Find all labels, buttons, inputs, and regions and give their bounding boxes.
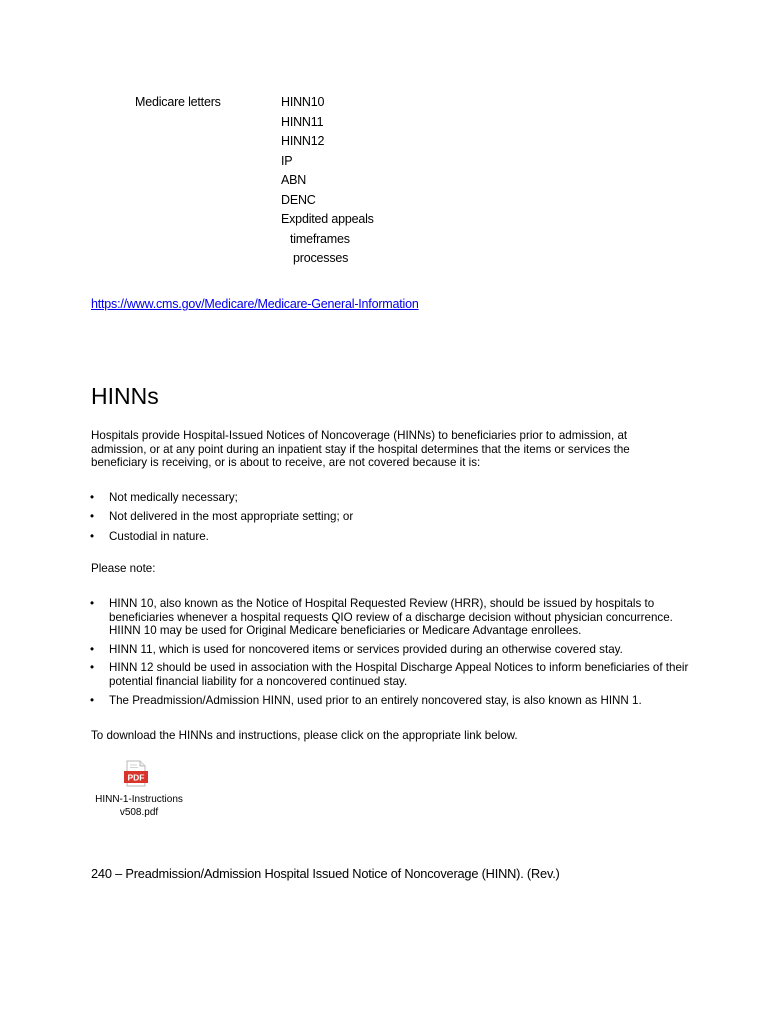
medicare-letter-item: HINN11 xyxy=(281,114,324,129)
medicare-letter-item: DENC xyxy=(281,192,316,207)
pdf-badge-label: PDF xyxy=(127,772,145,783)
reasons-list xyxy=(91,491,691,549)
medicare-letter-item: HINN12 xyxy=(281,134,325,148)
intro-paragraph: Hospitals provide Hospital-Issued Notices of Noncoverage (HINNs) to beneficiaries prior to admission, at admission, or at any point during an inpatient stay if the hospital determines that the items or services the beneficiary is receiving, or is about to receive, are not covered because it is: xyxy=(91,429,630,470)
reason-item: • Not delivered in the most appropriate setting; or xyxy=(91,510,691,524)
note-item: • The Preadmission/Admission HINN, used prior to an entirely noncovered stay, is also known as HINN 1. xyxy=(91,694,691,708)
note-item: • HINN 11, which is used for noncovered items or services provided during an otherwise covered stay. xyxy=(91,643,691,657)
cms-general-info-link[interactable]: https://www.cms.gov/Medicare/Medicare-General-Information xyxy=(91,297,419,311)
reason-item: • Custodial in nature. xyxy=(91,530,691,544)
download-instructions: To download the HINNs and instructions, please click on the appropriate link below. xyxy=(91,729,518,742)
medicare-letter-subitem: processes xyxy=(293,251,349,265)
section-heading: HINNs xyxy=(91,383,159,409)
reason-item: • Not medically necessary; xyxy=(91,491,691,505)
medicare-letter-item: Expdited appeals xyxy=(281,212,374,226)
note-item: • HINN 10, also known as the Notice of Hospital Requested Review (HRR), should be issued by hospitals to beneficiaries whenever a hospital requests QIO review of a discharge decision without physician concurrence. HIINN 10 may be used for Original Medicare beneficiaries or Medicare Advantage enrollees. xyxy=(91,597,691,638)
pdf-filename[interactable] xyxy=(89,793,189,819)
medicare-letter-item: ABN xyxy=(281,173,307,187)
please-note-label: Please note: xyxy=(91,562,156,575)
pdf-filename-line: v508.pdf xyxy=(119,807,159,818)
medicare-letter-item: IP xyxy=(281,153,293,168)
medicare-letter-subitem: timeframes xyxy=(290,231,350,246)
pdf-file-icon[interactable] xyxy=(123,760,149,790)
medicare-letter-item: HINN10 xyxy=(281,95,325,109)
medicare-letters-list xyxy=(281,95,374,271)
section-title: 240 – Preadmission/Admission Hospital Issued Notice of Noncoverage (HINN). (Rev.) xyxy=(91,866,560,881)
notes-list xyxy=(91,597,691,712)
note-item: • HINN 12 should be used in association with the Hospital Discharge Appeal Notices to inform beneficiaries of their potential financial liability for a noncovered continued stay. xyxy=(91,661,691,688)
medicare-letters-label: Medicare letters xyxy=(135,95,221,109)
pdf-filename-line: HINN-1-Instructions xyxy=(95,794,183,805)
